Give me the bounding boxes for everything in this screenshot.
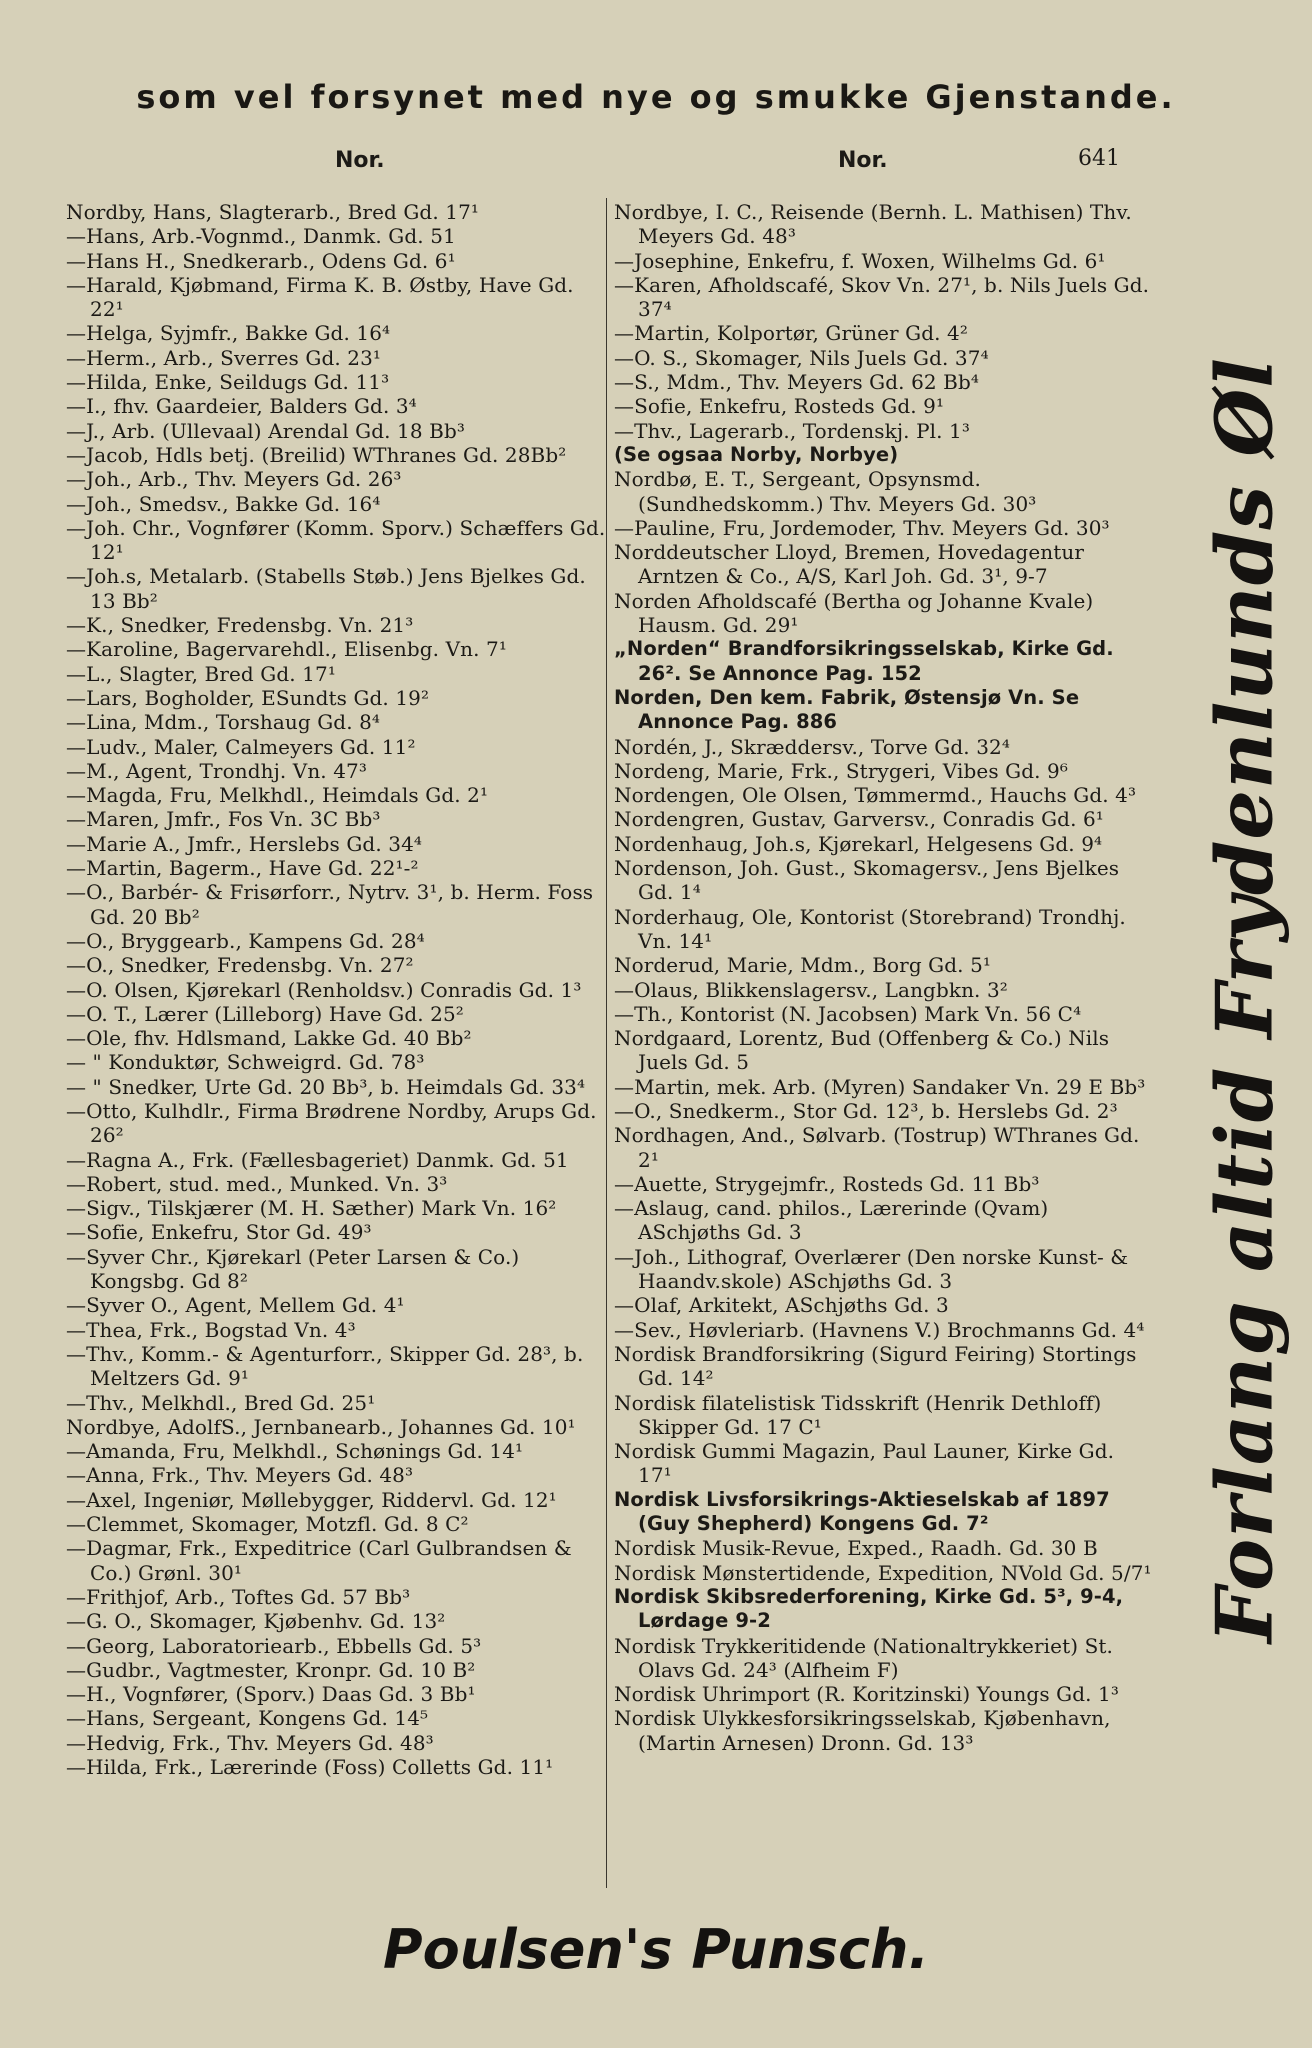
- directory-entry: —Syver O., Agent, Mellem Gd. 4¹: [66, 1293, 405, 1318]
- directory-entry: —Anna, Frk., Thv. Meyers Gd. 48³: [66, 1463, 414, 1488]
- directory-entry: —Josephine, Enkefru, f. Woxen, Wilhelms Gd. 6¹: [614, 248, 1106, 273]
- directory-entry: —Joh., Arb., Thv. Meyers Gd. 26³: [66, 467, 402, 492]
- side-ad-text: Forlang altid Frydenlunds Øl: [1199, 357, 1291, 1643]
- directory-entry: —Syver Chr., Kjørekarl (Peter Larsen & Co.) Kongsbg. Gd 8²: [66, 1244, 520, 1294]
- page-number: 641: [1078, 146, 1120, 171]
- directory-entry: Nordisk Brandforsikring (Sigurd Feiring) Stortings Gd. 14²: [614, 1341, 1137, 1391]
- directory-entry: —Joh., Lithograf, Overlærer (Den norske Kunst- & Haandv.skole) ASchjøths Gd. 3: [614, 1244, 1129, 1294]
- directory-entry: Nordisk filatelistisk Tidsskrift (Henrik Dethloff) Skipper Gd. 17 C¹: [614, 1390, 1102, 1439]
- column-divider: [606, 198, 607, 1888]
- top-banner-ad: som vel forsynet med nye og smukke Gjenstande.: [136, 78, 1176, 116]
- directory-entry: —Herm., Arb., Sverres Gd. 23¹: [66, 345, 382, 370]
- directory-entry: Nordisk Musik-Revue, Exped., Raadh. Gd. 30 B: [614, 1536, 1098, 1561]
- directory-entry: „Norden“ Brandforsikringsselskab, Kirke Gd. 26². Se Annonce Pag. 152: [614, 637, 1114, 685]
- directory-entry: Nordenhaug, Joh.s, Kjørekarl, Helgesens Gd. 9⁴: [614, 831, 1103, 856]
- directory-entry: —O., Bryggearb., Kampens Gd. 28⁴: [66, 928, 425, 953]
- directory-entry: —Gudbr., Vagtmester, Kronpr. Gd. 10 B²: [66, 1657, 476, 1682]
- directory-entry: —O., Snedker, Fredensbg. Vn. 27²: [66, 953, 414, 978]
- directory-entry: —Thv., Komm.- & Agenturforr., Skipper Gd. 28³, b. Meltzers Gd. 9¹: [66, 1341, 584, 1391]
- directory-entry: —Frithjof, Arb., Toftes Gd. 57 Bb³: [66, 1584, 411, 1609]
- directory-entry: Norddeutscher Lloyd, Bremen, Hovedagentur Arntzen & Co., A/S, Karl Joh. Gd. 3¹, 9-7: [614, 540, 1085, 589]
- directory-entry: —Thea, Frk., Bogstad Vn. 4³: [66, 1317, 356, 1342]
- directory-entry: Nordbye, AdolfS., Jernbanearb., Johannes Gd. 10¹: [66, 1414, 576, 1439]
- directory-entry: —Auette, Strygejmfr., Rosteds Gd. 11 Bb³: [614, 1171, 1040, 1196]
- directory-entry: —Georg, Laboratoriearb., Ebbells Gd. 5³: [66, 1633, 482, 1658]
- directory-entry: Nordisk Skibsrederforening, Kirke Gd. 5³, 9-4, Lørdage 9-2: [614, 1584, 1124, 1633]
- directory-entry: —Thv., Melkhdl., Bred Gd. 25¹: [66, 1390, 376, 1415]
- directory-entry: Nordbye, I. C., Reisende (Bernh. L. Mathisen) Thv. Meyers Gd. 48³: [614, 200, 1132, 249]
- left-column: [66, 200, 606, 1779]
- directory-entry: —Jacob, Hdls betj. (Breilid) WThranes Gd. 28Bb²: [66, 442, 567, 467]
- directory-entry: —Sev., Høvleriarb. (Havnens V.) Brochmanns Gd. 4⁴: [614, 1317, 1145, 1342]
- directory-entry: —Marie A., Jmfr., Herslebs Gd. 34⁴: [66, 831, 423, 856]
- directory-entry: —Joh.s, Metalarb. (Stabells Støb.) Jens Bjelkes Gd. 13 Bb²: [66, 564, 586, 613]
- directory-entry: — " Konduktør, Schweigrd. Gd. 78³: [66, 1050, 425, 1075]
- directory-entry: —Amanda, Fru, Melkhdl., Schønings Gd. 14¹: [66, 1439, 524, 1464]
- running-head-left: Nor.: [335, 148, 385, 173]
- directory-entry: —Maren, Jmfr., Fos Vn. 3C Bb³: [66, 807, 381, 832]
- directory-entry: —Robert, stud. med., Munked. Vn. 3³: [66, 1171, 448, 1196]
- directory-entry: —Joh., Smedsv., Bakke Gd. 16⁴: [66, 491, 381, 516]
- directory-entry: —J., Arb. (Ullevaal) Arendal Gd. 18 Bb³: [66, 418, 465, 443]
- directory-entry: —Sofie, Enkefru, Stor Gd. 49³: [66, 1220, 372, 1245]
- running-head-right: Nor.: [838, 148, 888, 173]
- directory-entry: Nordengren, Gustav, Garversv., Conradis Gd. 6¹: [614, 807, 1104, 832]
- directory-entry: (Se ogsaa Norby, Norbye): [614, 442, 899, 466]
- directory-entry: —Olaf, Arkitekt, ASchjøths Gd. 3: [614, 1293, 949, 1318]
- directory-entry: —Lina, Mdm., Torshaug Gd. 8⁴: [66, 710, 381, 735]
- directory-entry: —Dagmar, Frk., Expeditrice (Carl Gulbrandsen & Co.) Grønl. 30¹: [66, 1536, 572, 1585]
- directory-entry: —K., Snedker, Fredensbg. Vn. 21³: [66, 613, 414, 638]
- directory-entry: —H., Vognfører, (Sporv.) Daas Gd. 3 Bb¹: [66, 1682, 476, 1707]
- directory-entry: Nordenson, Joh. Gust., Skomagersv., Jens Bjelkes Gd. 1⁴: [614, 856, 1120, 905]
- directory-entry: — " Snedker, Urte Gd. 20 Bb³, b. Heimdals Gd. 33⁴: [66, 1074, 586, 1099]
- directory-entry: —O. Olsen, Kjørekarl (Renholdsv.) Conradis Gd. 1³: [66, 977, 582, 1002]
- directory-entry: —O., Snedkerm., Stor Gd. 12³, b. Herslebs Gd. 2³: [614, 1098, 1118, 1123]
- directory-entry: —Hedvig, Frk., Thv. Meyers Gd. 48³: [66, 1730, 434, 1755]
- directory-entry: —I., fhv. Gaardeier, Balders Gd. 3⁴: [66, 394, 417, 419]
- directory-entry: —Hans, Arb.-Vognmd., Danmk. Gd. 51: [66, 224, 456, 249]
- side-advertisement: [1195, 357, 1295, 1643]
- directory-entry: —Harald, Kjøbmand, Firma K. B. Østby, Have Gd. 22¹: [66, 272, 574, 322]
- directory-entry: —Martin, Bagerm., Have Gd. 22¹-²: [66, 856, 419, 881]
- directory-entry: —Otto, Kulhdlr., Firma Brødrene Nordby, Arups Gd. 26²: [66, 1098, 597, 1148]
- directory-entry: —Karen, Afholdscafé, Skov Vn. 27¹, b. Nils Juels Gd. 37⁴: [614, 272, 1150, 322]
- directory-entry: —Hans, Sergeant, Kongens Gd. 14⁵: [66, 1706, 429, 1731]
- directory-entry: Nordgaard, Lorentz, Bud (Offenberg & Co.) Nils Juels Gd. 5: [614, 1026, 1110, 1075]
- directory-entry: —Helga, Syjmfr., Bakke Gd. 16⁴: [66, 321, 391, 346]
- directory-entry: —Hilda, Enke, Seildugs Gd. 11³: [66, 370, 390, 395]
- directory-entry: Nordisk Ulykkesforsikringsselskab, Kjøbenhavn, (Martin Arnesen) Dronn. Gd. 13³: [614, 1706, 1111, 1755]
- directory-entry: Nordbø, E. T., Sergeant, Opsynsmd. (Sundhedskomm.) Thv. Meyers Gd. 30³: [614, 467, 1037, 516]
- directory-entry: —L., Slagter, Bred Gd. 17¹: [66, 661, 336, 686]
- directory-entry: —Ole, fhv. Hdlsmand, Lakke Gd. 40 Bb²: [66, 1026, 472, 1051]
- directory-entry: —Ragna A., Frk. (Fællesbageriet) Danmk. Gd. 51: [66, 1147, 569, 1172]
- directory-entry: Nordeng, Marie, Frk., Strygeri, Vibes Gd. 9⁶: [614, 758, 1068, 783]
- directory-entry: —M., Agent, Trondhj. Vn. 47³: [66, 758, 367, 783]
- directory-entry: —Martin, mek. Arb. (Myren) Sandaker Vn. 29 E Bb³: [614, 1074, 1146, 1099]
- directory-entry: —G. O., Skomager, Kjøbenhv. Gd. 13²: [66, 1609, 446, 1634]
- directory-entry: —Hilda, Frk., Lærerinde (Foss) Colletts Gd. 11¹: [66, 1755, 554, 1779]
- directory-entry: —Hans H., Snedkerarb., Odens Gd. 6¹: [66, 248, 456, 273]
- directory-entry: —Thv., Lagerarb., Tordenskj. Pl. 1³: [614, 418, 970, 443]
- directory-entry: Norderud, Marie, Mdm., Borg Gd. 5¹: [614, 953, 992, 978]
- directory-entry: —O. S., Skomager, Nils Juels Gd. 37⁴: [614, 345, 989, 370]
- directory-entry: Nordhagen, And., Sølvarb. (Tostrup) WThranes Gd. 2¹: [614, 1123, 1140, 1172]
- directory-entry: Nordisk Mønstertidende, Expedition, NVold Gd. 5/7¹: [614, 1560, 1152, 1585]
- directory-entry: —Axel, Ingeniør, Møllebygger, Riddervl. Gd. 12¹: [66, 1487, 557, 1512]
- directory-entry: —Joh. Chr., Vognfører (Komm. Sporv.) Schæffers Gd. 12¹: [66, 515, 606, 565]
- directory-entry: Nordisk Gummi Magazin, Paul Launer, Kirke Gd. 17¹: [614, 1439, 1115, 1488]
- directory-entry: —Martin, Kolportør, Grüner Gd. 4²: [614, 321, 968, 346]
- footer-advertisement: Poulsen's Punsch.: [383, 1918, 929, 1981]
- directory-entry: —S., Mdm., Thv. Meyers Gd. 62 Bb⁴: [614, 370, 979, 395]
- directory-entry: —Sofie, Enkefru, Rosteds Gd. 9¹: [614, 394, 945, 419]
- right-column: [614, 200, 1154, 1755]
- directory-entry: —Aslaug, cand. philos., Lærerinde (Qvam) ASchjøths Gd. 3: [614, 1196, 1049, 1245]
- directory-entry: Nordisk Trykkeritidende (Nationaltrykkeriet) St. Olavs Gd. 24³ (Alfheim F): [614, 1633, 1113, 1682]
- directory-entry: Nordisk Livsforsikrings-Aktieselskab af 1897 (Guy Shepherd) Kongens Gd. 7²: [614, 1487, 1110, 1536]
- directory-entry: —Olaus, Blikkenslagersv., Langbkn. 3²: [614, 977, 1008, 1002]
- directory-entry: Norderhaug, Ole, Kontorist (Storebrand) Trondhj. Vn. 14¹: [614, 904, 1126, 953]
- directory-entry: Nordén, J., Skræddersv., Torve Gd. 32⁴: [614, 734, 1010, 759]
- directory-entry: Nordisk Uhrimport (R. Koritzinski) Youngs Gd. 1³: [614, 1682, 1119, 1707]
- directory-entry: —O. T., Lærer (Lilleborg) Have Gd. 25²: [66, 1001, 464, 1026]
- directory-entry: —Sigv., Tilskjærer (M. H. Sæther) Mark Vn. 16²: [66, 1196, 557, 1221]
- directory-entry: —Clemmet, Skomager, Motzfl. Gd. 8 C²: [66, 1512, 469, 1537]
- directory-entry: —O., Barbér- & Frisørforr., Nytrv. 3¹, b. Herm. Foss Gd. 20 Bb²: [66, 880, 594, 929]
- directory-entry: Norden, Den kem. Fabrik, Østensjø Vn. Se Annonce Pag. 886: [614, 685, 1080, 734]
- directory-entry: —Lars, Bogholder, ESundts Gd. 19²: [66, 685, 430, 710]
- directory-entry: Nordby, Hans, Slagterarb., Bred Gd. 17¹: [66, 200, 480, 224]
- directory-entry: Nordengen, Ole Olsen, Tømmermd., Hauchs Gd. 4³: [614, 783, 1137, 808]
- directory-entry: —Magda, Fru, Melkhdl., Heimdals Gd. 2¹: [66, 783, 489, 808]
- directory-entry: Norden Afholdscafé (Bertha og Johanne Kvale) Hausm. Gd. 29¹: [614, 588, 1094, 638]
- directory-entry: —Ludv., Maler, Calmeyers Gd. 11²: [66, 734, 416, 759]
- directory-entry: —Th., Kontorist (N. Jacobsen) Mark Vn. 56 C⁴: [614, 1001, 1082, 1026]
- directory-entry: —Karoline, Bagervarehdl., Elisenbg. Vn. 7¹: [66, 637, 507, 662]
- directory-entry: —Pauline, Fru, Jordemoder, Thv. Meyers Gd. 30³: [614, 515, 1110, 540]
